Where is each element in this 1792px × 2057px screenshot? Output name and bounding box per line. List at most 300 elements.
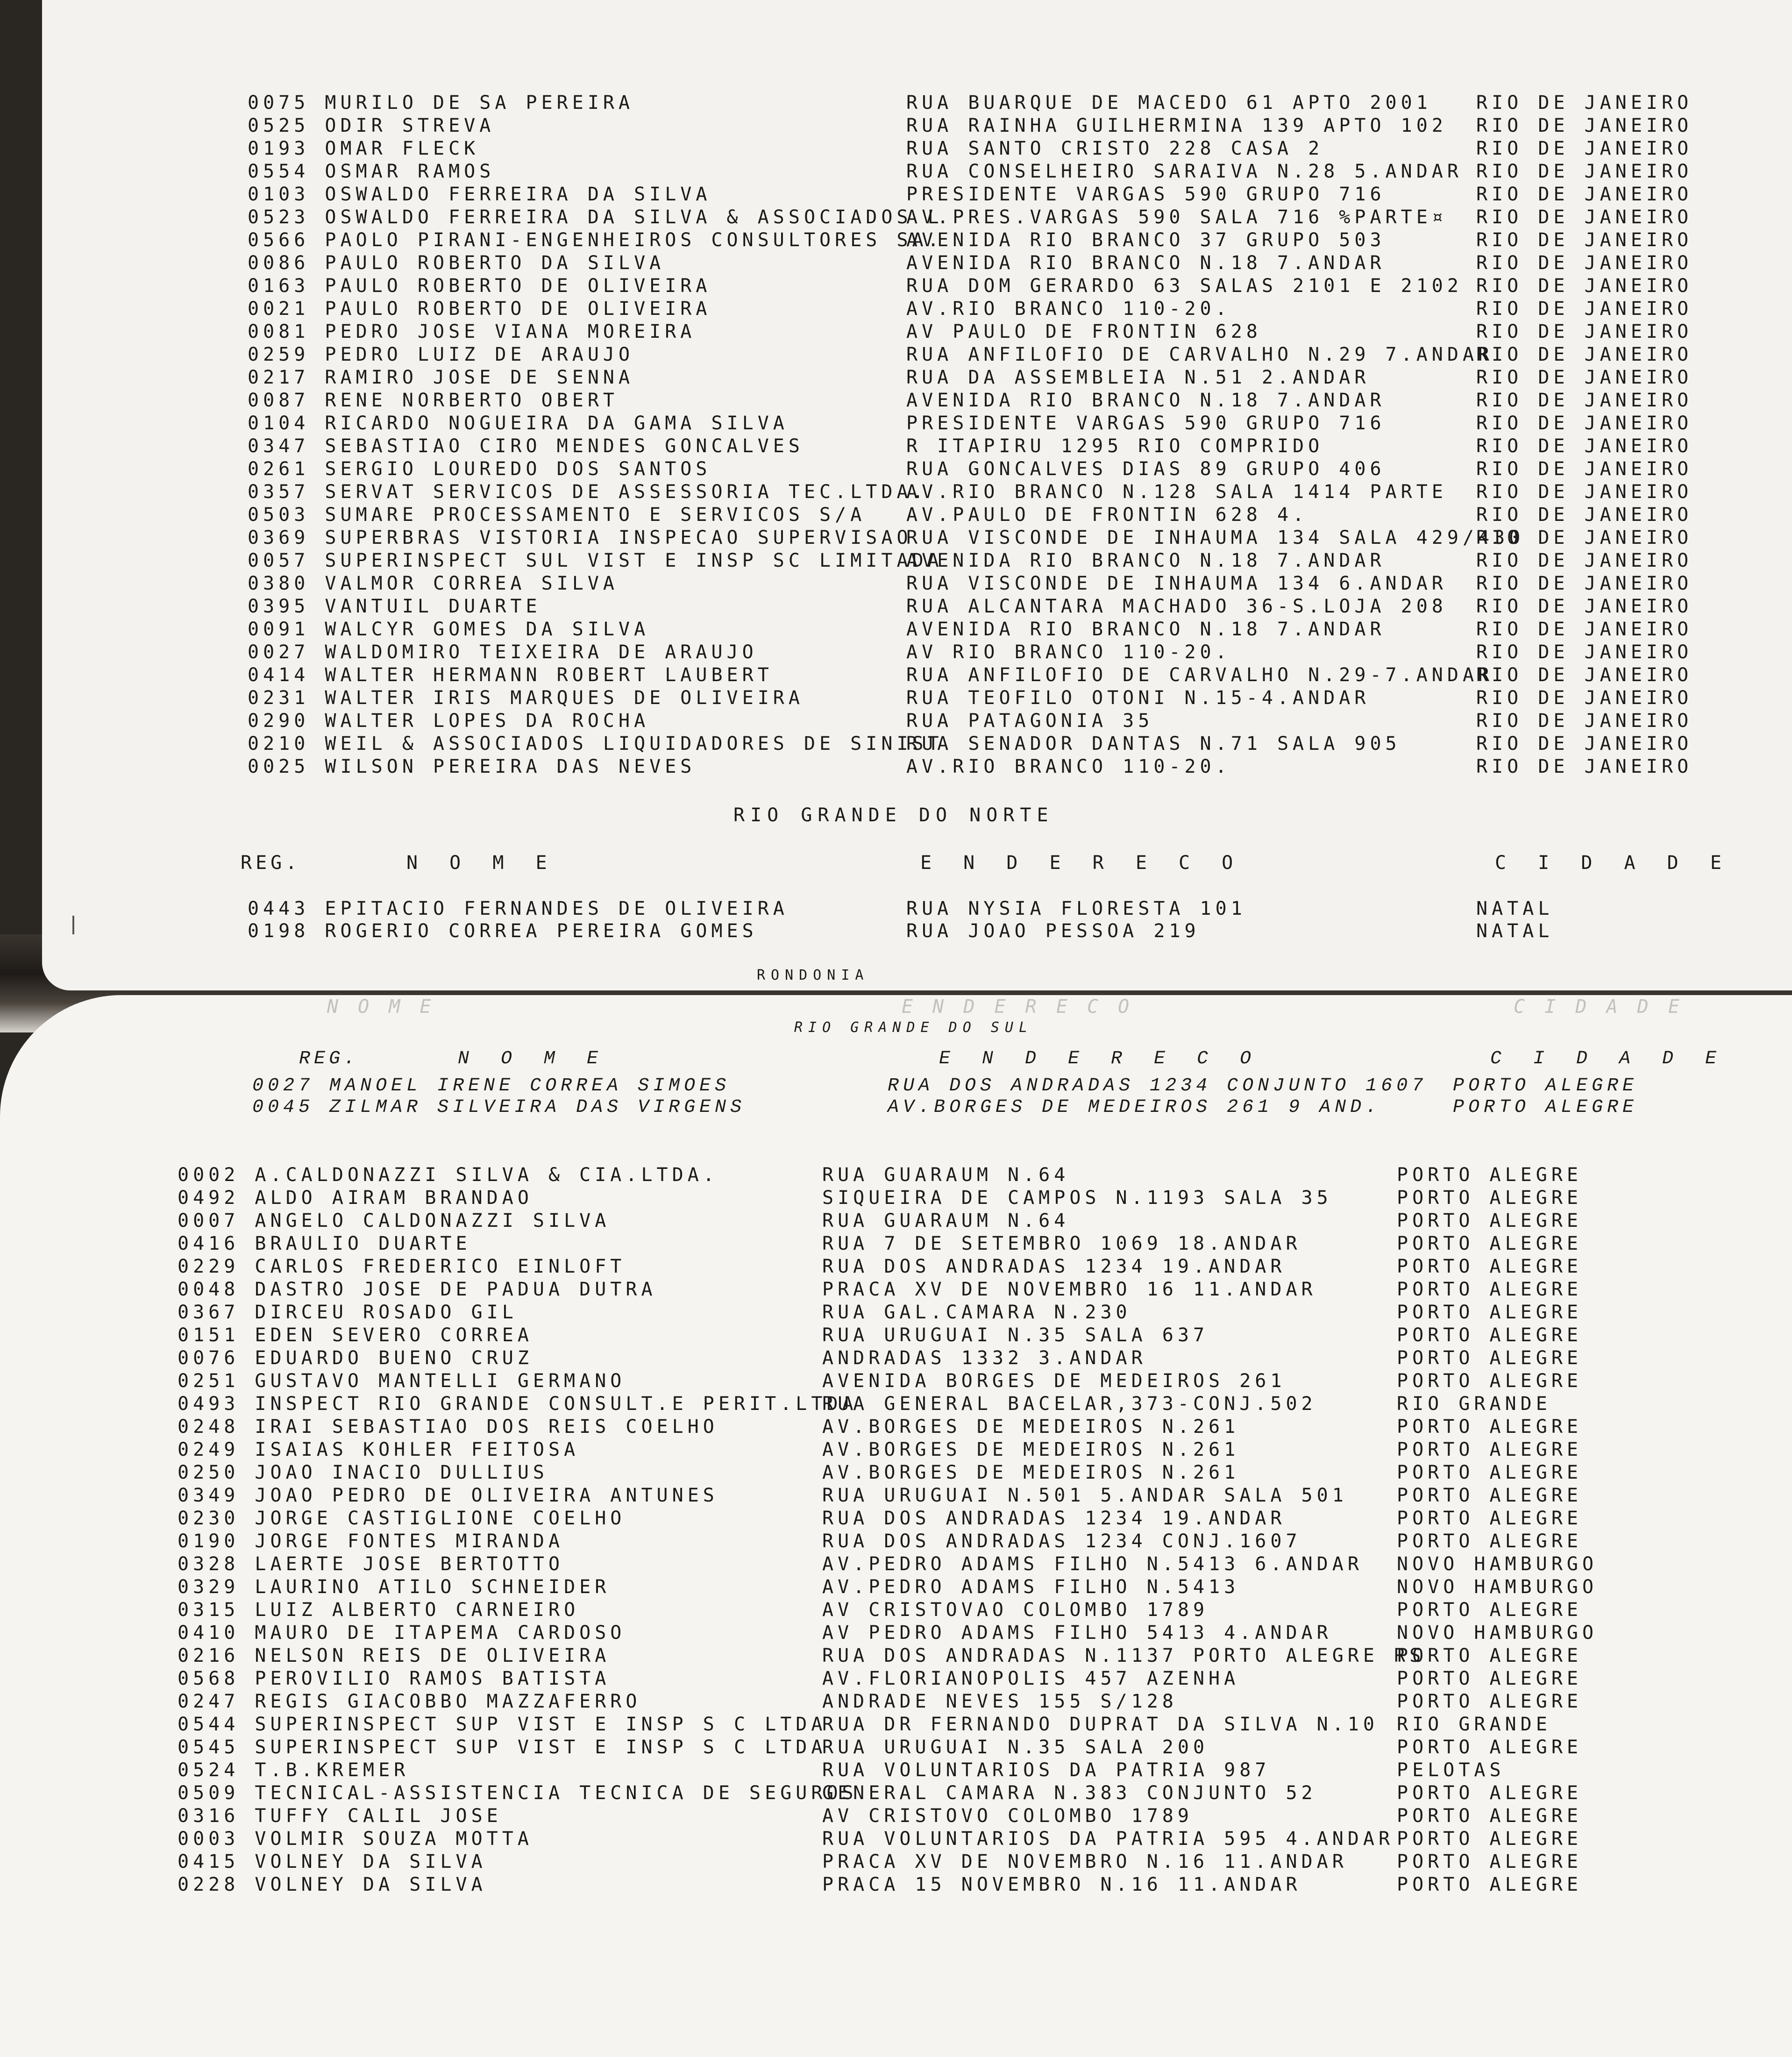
endereco: PRACA XV DE NOVEMBRO 16 11.ANDAR — [822, 1279, 1317, 1300]
reg-number: 0045 — [252, 1097, 314, 1118]
endereco: RUA JOAO PESSOA 219 — [906, 920, 1200, 942]
endereco: AV.PEDRO ADAMS FILHO N.5413 — [822, 1576, 1240, 1598]
endereco: AV CRISTOVO COLOMBO 1789 — [822, 1805, 1193, 1827]
nome: WALDOMIRO TEIXEIRA DE ARAUJO — [325, 641, 758, 663]
cidade: RIO DE JANEIRO — [1476, 458, 1693, 480]
endereco: RUA GAL.CAMARA N.230 — [822, 1302, 1131, 1323]
reg-nome-cell — [248, 457, 711, 481]
endereco: AV RIO BRANCO 110-20. — [906, 641, 1231, 663]
endereco: RUA VISCONDE DE INHAUMA 134 SALA 429/430 — [906, 527, 1525, 548]
reg-nome-cell — [178, 1781, 858, 1805]
nome: PEDRO LUIZ DE ARAUJO — [325, 344, 634, 365]
cidade: RIO DE JANEIRO — [1476, 115, 1693, 136]
cidade: RIO DE JANEIRO — [1476, 733, 1693, 754]
endereco: AVENIDA RIO BRANCO N.18 7.ANDAR — [906, 550, 1386, 571]
endereco: AV.RIO BRANCO 110-20. — [906, 756, 1231, 777]
reg-nome-cell — [248, 618, 649, 641]
reg-nome-cell — [178, 1850, 487, 1873]
cidade: RIO DE JANEIRO — [1476, 573, 1693, 594]
reg-nome-cell — [178, 1255, 626, 1278]
reg-nome-cell — [178, 1186, 533, 1210]
cidade: RIO DE JANEIRO — [1476, 641, 1693, 663]
nome: SERGIO LOUREDO DOS SANTOS — [325, 458, 711, 480]
cidade: RIO DE JANEIRO — [1476, 367, 1693, 388]
reg-nome-cell — [248, 919, 758, 943]
reg-number: 0509 — [178, 1782, 240, 1804]
nome: WALTER HERMANN ROBERT LAUBERT — [325, 664, 773, 686]
reg-nome-cell — [178, 1369, 626, 1393]
endereco: AV PEDRO ADAMS FILHO 5413 4.ANDAR — [822, 1622, 1332, 1644]
endereco: R ITAPIRU 1295 RIO COMPRIDO — [906, 435, 1324, 457]
cidade: RIO DE JANEIRO — [1476, 344, 1693, 365]
reg-number: 0086 — [248, 252, 310, 274]
ghost-header-row — [0, 995, 1684, 1018]
reg-number: 0048 — [178, 1279, 240, 1300]
header-endereco: E N D E R E C O — [920, 852, 1244, 874]
nome: PAOLO PIRANI-ENGENHEIROS CONSULTORES SA. — [325, 229, 943, 251]
reg-number: 0328 — [178, 1553, 240, 1575]
reg-number: 0545 — [178, 1737, 240, 1758]
reg-number: 0025 — [248, 756, 310, 777]
endereco: RUA GUARAUM N.64 — [822, 1164, 1070, 1186]
endereco: AV PAULO DE FRONTIN 628 — [906, 321, 1262, 342]
endereco: ANDRADAS 1332 3.ANDAR — [822, 1347, 1147, 1369]
reg-nome-cell — [178, 1827, 533, 1851]
cidade: PORTO ALEGRE — [1397, 1187, 1582, 1209]
nome: PEROVILIO RAMOS BATISTA — [255, 1668, 611, 1689]
cidade: PORTO ALEGRE — [1397, 1737, 1582, 1758]
nome: BRAULIO DUARTE — [255, 1233, 471, 1254]
nome: LAERTE JOSE BERTOTTO — [255, 1553, 564, 1575]
reg-nome-cell — [248, 686, 804, 710]
reg-number: 0251 — [178, 1370, 240, 1392]
cidade: RIO DE JANEIRO — [1476, 710, 1693, 732]
nome: WALTER IRIS MARQUES DE OLIVEIRA — [325, 687, 804, 709]
header-nome: N O M E — [458, 1048, 609, 1069]
reg-nome-cell — [252, 1096, 746, 1119]
nome: OSWALDO FERREIRA DA SILVA & ASSOCIADOS L — [325, 206, 943, 228]
reg-nome-cell — [248, 572, 619, 595]
endereco: AVENIDA RIO BRANCO 37 GRUPO 503 — [906, 229, 1386, 251]
reg-nome-cell — [178, 1713, 826, 1736]
reg-nome-cell — [248, 480, 928, 504]
reg-number: 0198 — [248, 920, 310, 942]
cidade: RIO DE JANEIRO — [1476, 390, 1693, 411]
reg-number: 0230 — [178, 1508, 240, 1529]
reg-number: 0525 — [248, 115, 310, 136]
cidade: PORTO ALEGRE — [1397, 1851, 1582, 1872]
cidade: PELOTAS — [1397, 1759, 1505, 1781]
reg-number: 0329 — [178, 1576, 240, 1598]
reg-nome-cell — [248, 228, 943, 252]
cidade: RIO DE JANEIRO — [1476, 206, 1693, 228]
endereco: RUA VOLUNTARIOS DA PATRIA 987 — [822, 1759, 1271, 1781]
cidade: RIO DE JANEIRO — [1476, 298, 1693, 320]
endereco: RUA NYSIA FLORESTA 101 — [906, 898, 1246, 919]
reg-nome-cell — [252, 1075, 730, 1098]
reg-number: 0091 — [248, 619, 310, 640]
reg-number: 0349 — [178, 1485, 240, 1506]
nome: EDEN SEVERO CORREA — [255, 1324, 533, 1346]
cidade: RIO DE JANEIRO — [1476, 481, 1693, 503]
endereco: ANDRADE NEVES 155 S/128 — [822, 1691, 1178, 1712]
endereco: RUA CONSELHEIRO SARAIVA N.28 5.ANDAR — [906, 161, 1463, 182]
cidade: RIO GRANDE — [1397, 1714, 1551, 1735]
reg-nome-cell — [248, 114, 495, 137]
reg-nome-cell — [248, 641, 758, 664]
reg-number: 0316 — [178, 1805, 240, 1827]
reg-nome-cell — [178, 1598, 579, 1622]
endereco: RUA URUGUAI N.35 SALA 200 — [822, 1737, 1209, 1758]
cidade: PORTO ALEGRE — [1397, 1370, 1582, 1392]
nome: SUPERBRAS VISTORIA INSPECAO SUPERVISAO — [325, 527, 912, 548]
nome: SEBASTIAO CIRO MENDES GONCALVES — [325, 435, 804, 457]
reg-number: 0544 — [178, 1714, 240, 1735]
nome: PAULO ROBERTO DE OLIVEIRA — [325, 298, 711, 320]
rn-section-title: RIO GRANDE DO NORTE — [733, 804, 1054, 826]
nome: SUMARE PROCESSAMENTO E SERVICOS S/A — [325, 504, 866, 526]
nome: JORGE CASTIGLIONE COELHO — [255, 1508, 626, 1529]
cidade: PORTO ALEGRE — [1397, 1805, 1582, 1827]
reg-nome-cell — [248, 412, 789, 435]
nome: OSMAR RAMOS — [325, 161, 495, 182]
reg-nome-cell — [248, 389, 619, 412]
reg-nome-cell — [178, 1873, 487, 1896]
reg-number: 0261 — [248, 458, 310, 480]
nome: JORGE FONTES MIRANDA — [255, 1530, 564, 1552]
reg-nome-cell — [248, 366, 634, 389]
endereco: RUA ANFILOFIO DE CARVALHO N.29-7.ANDAR — [906, 664, 1494, 686]
reg-nome-cell — [178, 1461, 548, 1484]
cidade: RIO DE JANEIRO — [1476, 527, 1693, 548]
nome: ODIR STREVA — [325, 115, 495, 136]
nome: VOLMIR SOUZA MOTTA — [255, 1828, 533, 1850]
cidade: RIO DE JANEIRO — [1476, 596, 1693, 617]
nome: ANGELO CALDONAZZI SILVA — [255, 1210, 611, 1231]
ghost-endereco: E N D E R E C O — [902, 996, 1134, 1018]
reg-number: 0231 — [248, 687, 310, 709]
nome: VOLNEY DA SILVA — [255, 1851, 487, 1872]
reg-nome-cell — [178, 1163, 718, 1187]
cidade: RIO DE JANEIRO — [1476, 138, 1693, 159]
nome: JOAO INACIO DULLIUS — [255, 1462, 548, 1483]
cidade: PORTO ALEGRE — [1397, 1530, 1582, 1552]
endereco: PRESIDENTE VARGAS 590 GRUPO 716 — [906, 184, 1386, 205]
reg-nome-cell — [178, 1758, 409, 1782]
endereco: AVENIDA RIO BRANCO N.18 7.ANDAR — [906, 619, 1386, 640]
endereco: AVENIDA RIO BRANCO N.18 7.ANDAR — [906, 252, 1386, 274]
reg-nome-cell — [248, 434, 804, 458]
reg-number: 0081 — [248, 321, 310, 342]
nome: EPITACIO FERNANDES DE OLIVEIRA — [325, 898, 789, 919]
rs-header-row — [0, 1047, 1727, 1071]
cidade: PORTO ALEGRE — [1397, 1233, 1582, 1254]
nome: OMAR FLECK — [325, 138, 480, 159]
reg-nome-cell — [178, 1392, 858, 1416]
reg-number: 0057 — [248, 550, 310, 571]
cidade: RIO DE JANEIRO — [1476, 687, 1693, 709]
reg-nome-cell — [178, 1484, 718, 1507]
nome: VALMOR CORREA SILVA — [325, 573, 619, 594]
nome: RICARDO NOGUEIRA DA GAMA SILVA — [325, 413, 789, 434]
cidade: RIO DE JANEIRO — [1476, 413, 1693, 434]
nome: WEIL & ASSOCIADOS LIQUIDADORES DE SINIST — [325, 733, 943, 754]
endereco: RUA ANFILOFIO DE CARVALHO N.29 7.ANDAR — [906, 344, 1494, 365]
reg-nome-cell — [248, 251, 665, 275]
endereco: AV.BORGES DE MEDEIROS N.261 — [822, 1462, 1240, 1483]
nome: IRAI SEBASTIAO DOS REIS COELHO — [255, 1416, 718, 1438]
reg-nome-cell — [178, 1209, 610, 1232]
endereco: RUA BUARQUE DE MACEDO 61 APTO 2001 — [906, 92, 1432, 114]
reg-nome-cell — [178, 1575, 610, 1599]
nome: WALCYR GOMES DA SILVA — [325, 619, 650, 640]
reg-number: 0002 — [178, 1164, 240, 1186]
reg-number: 0416 — [178, 1233, 240, 1254]
cidade: RIO DE JANEIRO — [1476, 252, 1693, 274]
reg-number: 0369 — [248, 527, 310, 548]
nome: ZILMAR SILVEIRA DAS VIRGENS — [329, 1097, 746, 1118]
nome: MURILO DE SA PEREIRA — [325, 92, 634, 114]
cidade: PORTO ALEGRE — [1397, 1645, 1582, 1666]
cidade: RIO DE JANEIRO — [1476, 504, 1693, 526]
cidade: PORTO ALEGRE — [1453, 1097, 1638, 1118]
reg-number: 0087 — [248, 390, 310, 411]
bottom-page — [0, 995, 1792, 2057]
reg-number: 0443 — [248, 898, 310, 919]
reg-number: 0248 — [178, 1416, 240, 1438]
cidade: RIO DE JANEIRO — [1476, 756, 1693, 777]
nome: PAULO ROBERTO DE OLIVEIRA — [325, 275, 711, 297]
reg-nome-cell — [178, 1324, 533, 1347]
reg-nome-cell — [178, 1415, 718, 1438]
nome: PAULO ROBERTO DA SILVA — [325, 252, 665, 274]
reg-number: 0027 — [252, 1075, 314, 1096]
endereco: AV CRISTOVAO COLOMBO 1789 — [822, 1599, 1209, 1621]
reg-nome-cell — [178, 1232, 471, 1255]
endereco: RUA URUGUAI N.501 5.ANDAR SALA 501 — [822, 1485, 1348, 1506]
header-reg: REG. — [241, 852, 301, 874]
cidade: RIO DE JANEIRO — [1476, 229, 1693, 251]
header-endereco: E N D E R E C O — [939, 1048, 1262, 1069]
reg-nome-cell — [178, 1301, 518, 1324]
reg-number: 0410 — [178, 1622, 240, 1644]
header-nome: N O M E — [406, 852, 557, 874]
nome: DIRCEU ROSADO GIL — [255, 1302, 518, 1323]
endereco: RUA DOM GERARDO 63 SALAS 2101 E 2102 — [906, 275, 1463, 297]
cidade: PORTO ALEGRE — [1397, 1782, 1582, 1804]
endereco: RUA DOS ANDRADAS 1234 19.ANDAR — [822, 1256, 1286, 1277]
reg-nome-cell — [248, 595, 541, 618]
nome: REGIS GIACOBBO MAZZAFERRO — [255, 1691, 641, 1712]
cidade: RIO DE JANEIRO — [1476, 619, 1693, 640]
nome: SUPERINSPECT SUP VIST E INSP S C LTDA — [255, 1737, 827, 1758]
endereco: AV.FLORIANOPOLIS 457 AZENHA — [822, 1668, 1240, 1689]
reg-number: 0503 — [248, 504, 310, 526]
reg-number: 0163 — [248, 275, 310, 297]
nome: A.CALDONAZZI SILVA & CIA.LTDA. — [255, 1164, 718, 1186]
reg-nome-cell — [178, 1690, 641, 1713]
reg-number: 0027 — [248, 641, 310, 663]
nome: SUPERINSPECT SUP VIST E INSP S C LTDA — [255, 1714, 827, 1735]
reg-nome-cell — [248, 274, 711, 298]
reg-number: 0228 — [178, 1874, 240, 1895]
endereco: AV.PAULO DE FRONTIN 628 4. — [906, 504, 1308, 526]
cidade: RIO DE JANEIRO — [1476, 92, 1693, 114]
endereco: PRACA XV DE NOVEMBRO N.16 11.ANDAR — [822, 1851, 1348, 1872]
cidade: PORTO ALEGRE — [1397, 1508, 1582, 1529]
reg-number: 0367 — [178, 1302, 240, 1323]
cidade: NOVO HAMBURGO — [1397, 1576, 1598, 1598]
cidade: NOVO HAMBURGO — [1397, 1553, 1598, 1575]
cidade: PORTO ALEGRE — [1453, 1075, 1638, 1096]
endereco: AV.RIO BRANCO 110-20. — [906, 298, 1231, 320]
cidade: PORTO ALEGRE — [1397, 1324, 1582, 1346]
ghost-nome: N O M E — [327, 996, 435, 1018]
reg-nome-cell — [248, 663, 773, 687]
cidade: RIO GRANDE — [1397, 1393, 1551, 1415]
reg-nome-cell — [178, 1552, 564, 1576]
reg-nome-cell — [248, 755, 696, 778]
endereco: RUA RAINHA GUILHERMINA 139 APTO 102 — [906, 115, 1447, 136]
endereco: RUA PATAGONIA 35 — [906, 710, 1154, 732]
reg-number: 0075 — [248, 92, 310, 114]
cidade: PORTO ALEGRE — [1397, 1828, 1582, 1850]
cidade: PORTO ALEGRE — [1397, 1256, 1582, 1277]
reg-nome-cell — [248, 709, 649, 733]
nome: ISAIAS KOHLER FEITOSA — [255, 1439, 580, 1460]
top-page — [42, 0, 1792, 990]
reg-nome-cell — [178, 1278, 657, 1301]
nome: VOLNEY DA SILVA — [255, 1874, 487, 1895]
nome: TUFFY CALIL JOSE — [255, 1805, 502, 1827]
endereco: RUA TEOFILO OTONI N.15-4.ANDAR — [906, 687, 1370, 709]
rn-header-row — [42, 851, 1732, 875]
cidade: PORTO ALEGRE — [1397, 1302, 1582, 1323]
nome: INSPECT RIO GRANDE CONSULT.E PERIT.LTDA — [255, 1393, 858, 1415]
reg-number: 0250 — [178, 1462, 240, 1483]
reg-nome-cell — [248, 91, 634, 114]
cidade: RIO DE JANEIRO — [1476, 184, 1693, 205]
cidade: PORTO ALEGRE — [1397, 1210, 1582, 1231]
nome: RAMIRO JOSE DE SENNA — [325, 367, 634, 388]
nome: GUSTAVO MANTELLI GERMANO — [255, 1370, 626, 1392]
cidade: PORTO ALEGRE — [1397, 1599, 1582, 1621]
rondonia-title: RONDONIA — [757, 967, 869, 983]
reg-number: 0259 — [248, 344, 310, 365]
endereco: PRESIDENTE VARGAS 590 GRUPO 716 — [906, 413, 1386, 434]
cidade: PORTO ALEGRE — [1397, 1347, 1582, 1369]
cidade: PORTO ALEGRE — [1397, 1462, 1582, 1483]
reg-nome-cell — [248, 206, 943, 229]
endereco: AV.PRES.VARGAS 590 SALA 716 %PARTE¤ — [906, 206, 1447, 228]
reg-nome-cell — [248, 320, 696, 343]
reg-nome-cell — [178, 1621, 626, 1644]
reg-number: 0380 — [248, 573, 310, 594]
cidade: PORTO ALEGRE — [1397, 1668, 1582, 1689]
endereco: PRACA 15 NOVEMBRO N.16 11.ANDAR — [822, 1874, 1301, 1895]
cidade: NOVO HAMBURGO — [1397, 1622, 1598, 1644]
cidade: RIO DE JANEIRO — [1476, 275, 1693, 297]
nome: LAURINO ATILO SCHNEIDER — [255, 1576, 611, 1598]
reg-number: 0151 — [178, 1324, 240, 1346]
reg-number: 0415 — [178, 1851, 240, 1872]
reg-number: 0247 — [178, 1691, 240, 1712]
reg-nome-cell — [248, 526, 912, 549]
endereco: RUA VOLUNTARIOS DA PATRIA 595 4.ANDAR — [822, 1828, 1394, 1850]
reg-number: 0007 — [178, 1210, 240, 1231]
endereco: RUA GONCALVES DIAS 89 GRUPO 406 — [906, 458, 1386, 480]
nome: MANOEL IRENE CORREA SIMOES — [329, 1075, 731, 1096]
nome: PEDRO JOSE VIANA MOREIRA — [325, 321, 696, 342]
reg-number: 0347 — [248, 435, 310, 457]
cidade: NATAL — [1476, 898, 1554, 919]
reg-nome-cell — [248, 503, 866, 527]
reg-nome-cell — [178, 1346, 533, 1370]
reg-nome-cell — [178, 1667, 610, 1690]
cidade: PORTO ALEGRE — [1397, 1485, 1582, 1506]
reg-number: 0554 — [248, 161, 310, 182]
endereco: AV.PEDRO ADAMS FILHO N.5413 6.ANDAR — [822, 1553, 1363, 1575]
reg-number: 0021 — [248, 298, 310, 320]
cidade: RIO DE JANEIRO — [1476, 321, 1693, 342]
reg-number: 0492 — [178, 1187, 240, 1209]
endereco: AV.BORGES DE MEDEIROS N.261 — [822, 1416, 1240, 1438]
reg-nome-cell — [178, 1438, 579, 1461]
reg-number: 0193 — [248, 138, 310, 159]
reg-nome-cell — [248, 343, 634, 366]
cidade: PORTO ALEGRE — [1397, 1164, 1582, 1186]
reg-nome-cell — [178, 1644, 610, 1667]
nome: VANTUIL DUARTE — [325, 596, 541, 617]
nome: RENE NORBERTO OBERT — [325, 390, 619, 411]
cidade: PORTO ALEGRE — [1397, 1279, 1582, 1300]
nome: TECNICAL-ASSISTENCIA TECNICA DE SEGUROS — [255, 1782, 858, 1804]
nome: CARLOS FREDERICO EINLOFT — [255, 1256, 626, 1277]
endereco: RUA ALCANTARA MACHADO 36-S.LOJA 208 — [906, 596, 1447, 617]
endereco: RUA GENERAL BACELAR,373-CONJ.502 — [822, 1393, 1317, 1415]
nome: T.B.KREMER — [255, 1759, 410, 1781]
reg-nome-cell — [178, 1736, 826, 1759]
endereco: RUA DOS ANDRADAS 1234 19.ANDAR — [822, 1508, 1286, 1529]
nome: WALTER LOPES DA ROCHA — [325, 710, 650, 732]
endereco: SIQUEIRA DE CAMPOS N.1193 SALA 35 — [822, 1187, 1332, 1209]
reg-number: 0357 — [248, 481, 310, 503]
endereco: RUA DOS ANDRADAS 1234 CONJUNTO 1607 — [888, 1075, 1428, 1096]
margin-tick — [72, 916, 74, 934]
endereco: RUA DOS ANDRADAS N.1137 PORTO ALEGRE RS — [822, 1645, 1425, 1666]
reg-number: 0524 — [178, 1759, 240, 1781]
nome: NELSON REIS DE OLIVEIRA — [255, 1645, 611, 1666]
reg-nome-cell — [178, 1530, 564, 1553]
endereco: RUA 7 DE SETEMBRO 1069 18.ANDAR — [822, 1233, 1301, 1254]
reg-number: 0566 — [248, 229, 310, 251]
reg-number: 0190 — [178, 1530, 240, 1552]
nome: ROGERIO CORREA PEREIRA GOMES — [325, 920, 758, 942]
reg-number: 0315 — [178, 1599, 240, 1621]
nome: SERVAT SERVICOS DE ASSESSORIA TEC.LTDA. — [325, 481, 928, 503]
ghost-cidade: C I D A D E — [1514, 996, 1684, 1018]
reg-number: 0003 — [178, 1828, 240, 1850]
reg-nome-cell — [248, 137, 479, 160]
cidade: PORTO ALEGRE — [1397, 1874, 1582, 1895]
nome: SUPERINSPECT SUL VIST E INSP SC LIMITADA — [325, 550, 943, 571]
cidade: RIO DE JANEIRO — [1476, 161, 1693, 182]
reg-nome-cell — [248, 897, 789, 920]
reg-nome-cell — [248, 549, 943, 572]
endereco: AVENIDA BORGES DE MEDEIROS 261 — [822, 1370, 1286, 1392]
nome: DASTRO JOSE DE PADUA DUTRA — [255, 1279, 657, 1300]
reg-nome-cell — [178, 1804, 502, 1828]
